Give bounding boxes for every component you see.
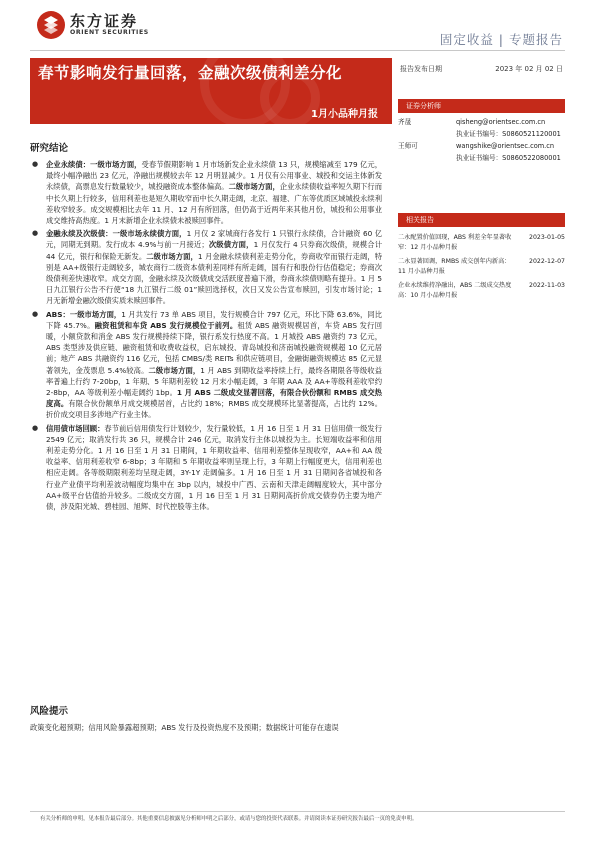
- analyst-cert-row: [398, 152, 565, 164]
- analyst-email[interactable]: qisheng@orientsec.com.cn: [456, 118, 546, 126]
- credit-market-bullet: [30, 423, 382, 513]
- analyst-name: 齐晟: [398, 118, 412, 126]
- body-text: 租赁 ABS 融资规模居首，车贷 ABS 发行回暖，小额贷款和消金 ABS 发行规模持续下降，银行系发行热度不高。1 月城投 ABS 融资约 73 亿元，ABS 类型涉及供应链、融资租赁和收费收益权，启东城投、青岛城投和济南城投融资规模超 10 亿元居前；地产 ABS 共融资约 116 亿元，包括 CMBS/类 REITs 和供应链项目，金融街融资规模达 85 亿元显著领先，金茂票息 5.4%较高。: [46, 320, 383, 375]
- bold-phrase: 二级市场方面，: [146, 251, 198, 261]
- header-divider: [30, 50, 565, 51]
- report-title: 春节影响发行量回落，金融次级债利差分化: [38, 64, 343, 82]
- analyst-cert-row: [398, 128, 565, 140]
- bold-phrase: 1 月 ABS 二级成交显著回落，有限合伙份额和 RMBS 成交热度高。: [46, 388, 382, 409]
- bullet-lead: ABS：: [46, 309, 70, 319]
- risk-text: 政策变化超预期；信用风险暴露超预期；ABS 发行及投资热度不及预期；数据统计可能存在遗误: [30, 723, 339, 732]
- body-text: 企业永续债收益率短久期下行而中长久期上行较多，信用利差也是短久期收窄而中长久期走阔，北京、福建、广东等优质区域城投永续利差收窄较多。成交规模相比去年 11 月、12 月有所回落，但仍高于近两年来其他月份，城投和公用事业成交维持高热度。1 月末新增企业永续债未被赎回事件。: [46, 182, 383, 226]
- analyst-heading: 证券分析师: [398, 99, 565, 113]
- financial-bond-bullet: [30, 228, 382, 306]
- abs-bullet: [30, 309, 382, 421]
- body-text: 受春节假期影响 1 月市场新发企业永续债 13 只，规模缩减至 179 亿元，最终小幅净融出 23 亿元，净融出规模较去年 12 月明显减少。1 月仅有公用事业、城投和交运主体新发永续债，高票息发行数量较少，城投融资成本整体偏高。: [46, 160, 382, 192]
- analyst-cert: 执业证书编号：S0860522080001: [456, 154, 561, 162]
- bold-phrase: 次级债方面，: [208, 240, 254, 250]
- research-conclusions: [30, 140, 382, 512]
- bold-phrase: 一级市场方面，: [69, 309, 122, 319]
- related-report-item[interactable]: [398, 281, 565, 301]
- related-heading: 相关报告: [398, 213, 565, 227]
- enterprise-perpetual-bullet: [30, 159, 382, 226]
- related-report-title[interactable]: 企业永续维持净融出，ABS 二级成交热度: [398, 282, 512, 289]
- title-banner: [30, 58, 392, 124]
- analyst-cert: 执业证书编号：S0860521120001: [456, 130, 561, 138]
- body-text: 1 月仅 2 家城商行各发行 1 只银行永续债，合计融资 60 亿元，同期无到期。发行成本 4.9%与前一月接近；: [46, 229, 383, 250]
- related-report-date: 2022-11-03: [529, 282, 565, 289]
- body-text: 有限合伙份额单月成交规模居首，占比约 18%；RMBS 成交规模环比显著提高，占比约 12%。折价成交项目多涉地产行业主体。: [46, 399, 382, 420]
- report-subtitle: 1月小品种月报: [311, 109, 378, 120]
- bold-phrase: 一级市场永续债方面，: [112, 229, 187, 239]
- footer-divider: [30, 811, 565, 812]
- analyst-panel: [398, 99, 565, 164]
- analyst-email-row: [398, 140, 565, 152]
- bold-phrase: 二级市场方面，: [148, 365, 201, 375]
- body-text: 1 月共发行 73 单 ABS 项目，发行规模合计 797 亿元，环比下降 63.6%，同比下降 45.7%。: [46, 309, 383, 330]
- related-report-title-cont[interactable]: 高：10 月小品种月报: [398, 292, 458, 299]
- risk-heading: 风险提示: [30, 706, 69, 717]
- related-report-title[interactable]: 二永配置价值回现，ABS 利差全年显著收: [398, 234, 512, 241]
- body-text: 1 月 ABS 到期收益率持续上行，最终各期限各等级收益率普遍上行约 7-20bp，1 年期、5 年期利差较 12 月末小幅走阔，3 年期 AAA 及 AA+等级利差收窄约 2-8bp，AA 等级利差小幅走阔约 1bp。: [46, 365, 382, 398]
- related-report-title[interactable]: 二永显著回调，RMBS 成交创年内新高：: [398, 258, 511, 265]
- related-report-item[interactable]: [398, 257, 565, 277]
- bold-phrase: 二级市场方面，: [228, 182, 280, 192]
- related-report-date: 2022-12-07: [529, 258, 565, 265]
- related-report-title-cont[interactable]: 窄：12 月小品种月报: [398, 244, 458, 251]
- logo-english-name: ORIENT SECURITIES: [70, 29, 149, 36]
- related-report-date: 2023-01-05: [529, 234, 565, 241]
- body-text: 1 月仅发行 4 只券商次级债，规模合计 44 亿元，银行和保险无新发。: [46, 240, 382, 261]
- report-date-label: 报告发布日期: [400, 65, 442, 73]
- related-report-item[interactable]: [398, 233, 565, 253]
- analyst-email[interactable]: wangshike@orientsec.com.cn: [456, 142, 555, 150]
- report-category: 固定收益 | 专题报告: [439, 32, 563, 47]
- footer-disclaimer: 有关分析师的申明，见本报告最后部分。其他重要信息披露见分析师申明之后部分，或请与您的投资代表联系。并请阅读本证券研究报告最后一页的免责申明。: [40, 816, 418, 822]
- related-report-title-cont[interactable]: 11 月小品种月报: [398, 268, 445, 275]
- risk-section: [30, 703, 382, 734]
- analyst-email-row: [398, 116, 565, 128]
- bullet-lead: 信用债市场回顾：: [46, 423, 105, 433]
- bold-phrase: 融资租赁和车贷 ABS 发行规模位于前列。: [94, 320, 238, 330]
- body-text: 1 月金融永续债利差走势分化，券商收窄而银行走阔，特别是 AA+级银行走阔较多，城农商行二级资本债利差同样有所走阔，国有行和股份行估值稳定；券商次级债利差快速收窄。成交方面，金融永续及次级债成交活跃度普遍下滑，券商永续债则略有提升。1 月 5 日九江银行公告不行使“18 九江银行二级 01”赎回选择权，次日又发公告宣布赎回，引发市场讨论；1 月无新增金融次级债实质未赎回事件。: [46, 251, 383, 306]
- body-text: 春节前后信用债发行计划较少，发行量较低，1 月 16 日至 1 月 31 日信用债一级发行 2549 亿元；取消发行共 36 只，规模合计 246 亿元，取消发行主体以城投为主。长短端收益率和信用利差走势分化。1 月 16 日至 1 月 31 日期间，1 年期收益率、信用利差整体呈现收窄，AA+和 AA 级收益率、信用利差收窄 6-8bp；3 年期和 5 年期收益率则呈现上行，3 年期上行幅度更大，信用利差也相应走阔。各等级期限利差均呈现走阔，3Y-1Y 走阔偏多。1 月 16 日至 1 月 31 日期间各省城投和各行业产业债平均利差波动幅度均集中在 3bp 以内，城投中广西、云南和天津走阔幅度较大，其中部分 AA+级平台估值抬升较多。二级成交方面，1 月 16 日至 1 月 31 日期间高折价成交债券仍主要为地产债，涉及阳光城、碧桂园、旭辉、时代控股等主体。: [46, 423, 383, 512]
- bold-phrase: 一级市场方面，: [90, 160, 142, 169]
- report-date-value: 2023 年 02 月 02 日: [495, 65, 563, 73]
- related-reports-panel: [398, 213, 565, 305]
- logo-mark-icon: [36, 10, 66, 40]
- bullet-lead: 金融永续及次级债：: [46, 229, 113, 239]
- company-logo: [36, 10, 149, 40]
- logo-chinese-name: 东方证券: [70, 12, 139, 30]
- section-heading: 研究结论: [30, 143, 69, 154]
- bullet-lead: 企业永续债：: [46, 160, 91, 169]
- analyst-name: 王师可: [398, 142, 418, 150]
